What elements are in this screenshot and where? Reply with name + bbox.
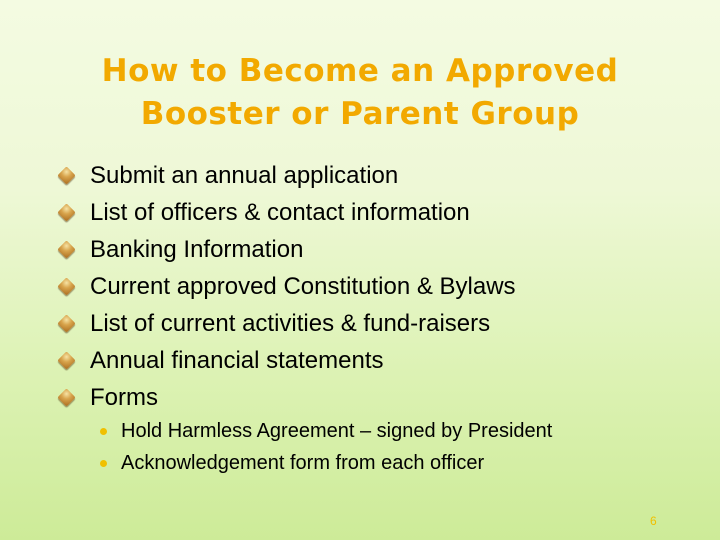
- bullet-text: Banking Information: [90, 235, 304, 263]
- sub-bullet-item: [100, 447, 552, 479]
- bullet-item: [60, 342, 516, 379]
- bullet-text: List of current activities & fund-raisers: [90, 309, 491, 337]
- diamond-bullet-icon: [57, 277, 75, 295]
- sub-bullet-item: [100, 415, 552, 447]
- sub-bullet-text: Hold Harmless Agreement – signed by President: [121, 419, 553, 442]
- bullet-item: [60, 157, 516, 194]
- diamond-bullet-icon: [57, 351, 75, 369]
- bullet-text: Forms: [90, 383, 158, 411]
- bullet-list: [60, 157, 516, 416]
- bullet-text: List of officers & contact information: [90, 198, 470, 226]
- dot-bullet-icon: [100, 428, 107, 435]
- bullet-item: [60, 268, 516, 305]
- bullet-item: [60, 231, 516, 268]
- bullet-item: [60, 194, 516, 231]
- page-number: 6: [650, 514, 657, 528]
- bullet-text: Current approved Constitution & Bylaws: [90, 272, 516, 300]
- dot-bullet-icon: [100, 460, 107, 467]
- diamond-bullet-icon: [57, 166, 75, 184]
- bullet-text: Submit an annual application: [90, 161, 399, 189]
- diamond-bullet-icon: [57, 203, 75, 221]
- bullet-item: [60, 379, 516, 416]
- diamond-bullet-icon: [57, 240, 75, 258]
- diamond-bullet-icon: [57, 388, 75, 406]
- diamond-bullet-icon: [57, 314, 75, 332]
- slide-title: [0, 50, 720, 136]
- bullet-item: [60, 305, 516, 342]
- title-line-2: Booster or Parent Group: [140, 96, 580, 132]
- bullet-text: Annual financial statements: [90, 346, 384, 374]
- sub-bullet-text: Acknowledgement form from each officer: [121, 451, 485, 474]
- title-line-1: How to Become an Approved: [101, 53, 619, 89]
- sub-bullet-list: [100, 415, 552, 479]
